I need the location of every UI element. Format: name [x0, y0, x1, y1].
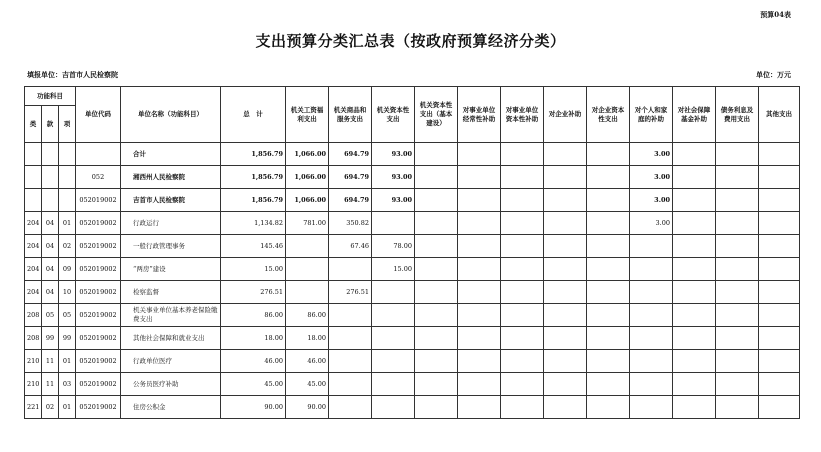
- cell-c11: [716, 304, 759, 327]
- currency-unit: 单位：万元: [756, 70, 791, 79]
- cell-c6: [501, 281, 544, 304]
- cell-c3: [372, 212, 415, 235]
- cell-c4: [415, 373, 458, 396]
- cell-total: 45.00: [221, 373, 286, 396]
- cell-c9: [630, 304, 673, 327]
- cell-c10: [673, 350, 716, 373]
- cell-c3: 93.00: [372, 143, 415, 166]
- cell-c3: [372, 396, 415, 419]
- cell-c10: [673, 235, 716, 258]
- cell-xiang: 01: [59, 396, 76, 419]
- cell-code: 052019002: [76, 258, 121, 281]
- cell-lei: 210: [25, 373, 42, 396]
- cell-c8: [587, 350, 630, 373]
- cell-kuan: 11: [42, 350, 59, 373]
- cell-c10: [673, 327, 716, 350]
- cell-c5: [458, 396, 501, 419]
- header-c8: 对企业资本性支出: [587, 87, 630, 143]
- header-c10: 对社会保障基金补助: [673, 87, 716, 143]
- cell-c11: [716, 143, 759, 166]
- cell-c1: 18.00: [286, 327, 329, 350]
- cell-c12: [759, 350, 800, 373]
- cell-c6: [501, 235, 544, 258]
- cell-c3: [372, 373, 415, 396]
- cell-c2: 350.82: [329, 212, 372, 235]
- cell-total: 1,856.79: [221, 189, 286, 212]
- cell-c1: 86.00: [286, 304, 329, 327]
- cell-c7: [544, 304, 587, 327]
- cell-c1: 46.00: [286, 350, 329, 373]
- cell-c1: 1,066.00: [286, 189, 329, 212]
- cell-c2: [329, 396, 372, 419]
- cell-c2: [329, 350, 372, 373]
- cell-c8: [587, 304, 630, 327]
- cell-c11: [716, 189, 759, 212]
- cell-c4: [415, 396, 458, 419]
- cell-code: 052019002: [76, 350, 121, 373]
- cell-c2: 694.79: [329, 143, 372, 166]
- cell-name: 合计: [121, 143, 221, 166]
- cell-c12: [759, 166, 800, 189]
- cell-code: 052019002: [76, 327, 121, 350]
- cell-code: 052019002: [76, 189, 121, 212]
- cell-code: 052019002: [76, 281, 121, 304]
- cell-c1: [286, 281, 329, 304]
- cell-c12: [759, 373, 800, 396]
- cell-name: 湘西州人民检察院: [121, 166, 221, 189]
- table-row: [25, 350, 800, 373]
- cell-total: 86.00: [221, 304, 286, 327]
- cell-c6: [501, 212, 544, 235]
- reporting-unit: 填报单位：吉首市人民检察院: [27, 70, 118, 79]
- cell-kuan: 05: [42, 304, 59, 327]
- cell-name: 住房公积金: [121, 396, 221, 419]
- cell-c5: [458, 189, 501, 212]
- table-row: [25, 373, 800, 396]
- cell-c2: [329, 304, 372, 327]
- cell-c3: [372, 304, 415, 327]
- cell-total: 1,856.79: [221, 166, 286, 189]
- cell-c12: [759, 258, 800, 281]
- cell-c6: [501, 304, 544, 327]
- cell-xiang: [59, 166, 76, 189]
- cell-c10: [673, 373, 716, 396]
- header-func-subject: 功能科目: [25, 87, 76, 106]
- cell-name: 吉首市人民检察院: [121, 189, 221, 212]
- cell-c3: [372, 327, 415, 350]
- cell-c5: [458, 212, 501, 235]
- cell-c7: [544, 373, 587, 396]
- cell-c12: [759, 189, 800, 212]
- cell-c11: [716, 235, 759, 258]
- cell-c8: [587, 189, 630, 212]
- cell-c4: [415, 143, 458, 166]
- cell-c7: [544, 235, 587, 258]
- header-c5: 对事业单位经常性补助: [458, 87, 501, 143]
- cell-c4: [415, 258, 458, 281]
- cell-c7: [544, 212, 587, 235]
- header-total: 总 计: [221, 87, 286, 143]
- cell-lei: [25, 143, 42, 166]
- cell-c2: [329, 327, 372, 350]
- cell-c11: [716, 212, 759, 235]
- cell-code: [76, 143, 121, 166]
- table-row: [25, 235, 800, 258]
- cell-total: 15.00: [221, 258, 286, 281]
- cell-c5: [458, 327, 501, 350]
- cell-name: 行政运行: [121, 212, 221, 235]
- cell-c5: [458, 143, 501, 166]
- cell-lei: 208: [25, 327, 42, 350]
- cell-c11: [716, 396, 759, 419]
- cell-c2: 694.79: [329, 166, 372, 189]
- cell-lei: [25, 189, 42, 212]
- cell-c4: [415, 189, 458, 212]
- cell-xiang: 03: [59, 373, 76, 396]
- cell-c6: [501, 189, 544, 212]
- cell-c6: [501, 327, 544, 350]
- header-c6: 对事业单位资本性补助: [501, 87, 544, 143]
- cell-total: 276.51: [221, 281, 286, 304]
- cell-name: 检察监督: [121, 281, 221, 304]
- cell-c5: [458, 350, 501, 373]
- cell-c3: 93.00: [372, 166, 415, 189]
- cell-c4: [415, 212, 458, 235]
- cell-code: 052019002: [76, 212, 121, 235]
- cell-c9: [630, 327, 673, 350]
- header-unit-name: 单位名称（功能科目）: [121, 87, 221, 143]
- cell-c12: [759, 327, 800, 350]
- cell-c8: [587, 396, 630, 419]
- cell-code: 052019002: [76, 235, 121, 258]
- header-kuan: 款: [42, 106, 59, 143]
- cell-c10: [673, 143, 716, 166]
- cell-c2: [329, 258, 372, 281]
- cell-lei: 208: [25, 304, 42, 327]
- cell-xiang: 01: [59, 212, 76, 235]
- cell-c6: [501, 143, 544, 166]
- cell-xiang: [59, 143, 76, 166]
- cell-code: 052019002: [76, 373, 121, 396]
- cell-code: 052019002: [76, 396, 121, 419]
- cell-c10: [673, 258, 716, 281]
- cell-c5: [458, 304, 501, 327]
- cell-c9: 3.00: [630, 212, 673, 235]
- cell-c12: [759, 235, 800, 258]
- cell-c12: [759, 143, 800, 166]
- cell-c10: [673, 396, 716, 419]
- cell-c2: 276.51: [329, 281, 372, 304]
- cell-c3: 15.00: [372, 258, 415, 281]
- cell-c8: [587, 327, 630, 350]
- cell-c5: [458, 258, 501, 281]
- cell-c11: [716, 258, 759, 281]
- header-c4: 机关资本性支出（基本建设）: [415, 87, 458, 143]
- cell-c3: [372, 281, 415, 304]
- header-xiang: 项: [59, 106, 76, 143]
- cell-c9: [630, 258, 673, 281]
- cell-c9: 3.00: [630, 166, 673, 189]
- header-c3: 机关资本性支出: [372, 87, 415, 143]
- header-c7: 对企业补助: [544, 87, 587, 143]
- cell-kuan: [42, 143, 59, 166]
- cell-c1: 45.00: [286, 373, 329, 396]
- cell-c8: [587, 166, 630, 189]
- cell-c1: 1,066.00: [286, 166, 329, 189]
- cell-c2: [329, 373, 372, 396]
- header-unit-code: 单位代码: [76, 87, 121, 143]
- cell-total: 18.00: [221, 327, 286, 350]
- form-number: 预算04表: [760, 10, 791, 19]
- cell-c1: [286, 258, 329, 281]
- cell-c12: [759, 281, 800, 304]
- table-row: [25, 166, 800, 189]
- table-row: [25, 143, 800, 166]
- cell-name: 其他社会保障和就业支出: [121, 327, 221, 350]
- cell-c9: [630, 235, 673, 258]
- cell-c9: 3.00: [630, 189, 673, 212]
- page-title: 支出预算分类汇总表（按政府预算经济分类）: [255, 32, 566, 50]
- header-c11: 债务利息及费用支出: [716, 87, 759, 143]
- cell-c1: 781.00: [286, 212, 329, 235]
- cell-c7: [544, 350, 587, 373]
- cell-total: 145.46: [221, 235, 286, 258]
- cell-c7: [544, 281, 587, 304]
- cell-c8: [587, 212, 630, 235]
- cell-name: 一般行政管理事务: [121, 235, 221, 258]
- cell-c12: [759, 212, 800, 235]
- cell-c9: [630, 373, 673, 396]
- cell-c7: [544, 327, 587, 350]
- header-c2: 机关商品和服务支出: [329, 87, 372, 143]
- table-row: [25, 281, 800, 304]
- cell-c4: [415, 281, 458, 304]
- cell-c9: [630, 281, 673, 304]
- table-row: [25, 189, 800, 212]
- cell-c3: 93.00: [372, 189, 415, 212]
- cell-lei: 210: [25, 350, 42, 373]
- cell-c7: [544, 396, 587, 419]
- table-row: [25, 396, 800, 419]
- cell-name: 公务员医疗补助: [121, 373, 221, 396]
- table-row: [25, 327, 800, 350]
- header-c1: 机关工资福利支出: [286, 87, 329, 143]
- cell-total: 90.00: [221, 396, 286, 419]
- cell-kuan: 04: [42, 281, 59, 304]
- cell-c6: [501, 350, 544, 373]
- cell-xiang: 05: [59, 304, 76, 327]
- cell-c11: [716, 166, 759, 189]
- cell-kuan: [42, 166, 59, 189]
- cell-c3: [372, 350, 415, 373]
- cell-c10: [673, 304, 716, 327]
- cell-lei: 221: [25, 396, 42, 419]
- cell-kuan: 02: [42, 396, 59, 419]
- cell-kuan: 04: [42, 258, 59, 281]
- cell-c6: [501, 396, 544, 419]
- cell-code: 052: [76, 166, 121, 189]
- cell-c1: 90.00: [286, 396, 329, 419]
- cell-c1: [286, 235, 329, 258]
- cell-c9: [630, 350, 673, 373]
- cell-c5: [458, 166, 501, 189]
- cell-c4: [415, 235, 458, 258]
- cell-c9: 3.00: [630, 143, 673, 166]
- cell-c11: [716, 327, 759, 350]
- table-row: [25, 258, 800, 281]
- cell-c12: [759, 304, 800, 327]
- cell-kuan: 11: [42, 373, 59, 396]
- cell-lei: [25, 166, 42, 189]
- cell-lei: 204: [25, 281, 42, 304]
- cell-kuan: 04: [42, 212, 59, 235]
- cell-xiang: 02: [59, 235, 76, 258]
- cell-xiang: 09: [59, 258, 76, 281]
- cell-name: 机关事业单位基本养老保险缴费支出: [121, 304, 221, 327]
- header-lei: 类: [25, 106, 42, 143]
- cell-c4: [415, 166, 458, 189]
- cell-c10: [673, 166, 716, 189]
- cell-c4: [415, 327, 458, 350]
- table-row: [25, 212, 800, 235]
- cell-c6: [501, 373, 544, 396]
- cell-name: 行政单位医疗: [121, 350, 221, 373]
- cell-xiang: [59, 189, 76, 212]
- cell-c7: [544, 189, 587, 212]
- cell-total: 1,856.79: [221, 143, 286, 166]
- cell-c12: [759, 396, 800, 419]
- cell-c4: [415, 350, 458, 373]
- cell-c1: 1,066.00: [286, 143, 329, 166]
- header-c12: 其他支出: [759, 87, 800, 143]
- cell-kuan: 99: [42, 327, 59, 350]
- cell-c8: [587, 281, 630, 304]
- cell-xiang: 99: [59, 327, 76, 350]
- cell-c5: [458, 281, 501, 304]
- cell-c9: [630, 396, 673, 419]
- cell-c10: [673, 189, 716, 212]
- cell-c6: [501, 258, 544, 281]
- cell-lei: 204: [25, 258, 42, 281]
- cell-c5: [458, 373, 501, 396]
- cell-c3: 78.00: [372, 235, 415, 258]
- cell-c8: [587, 143, 630, 166]
- cell-xiang: 10: [59, 281, 76, 304]
- cell-c8: [587, 235, 630, 258]
- cell-c8: [587, 258, 630, 281]
- cell-c11: [716, 281, 759, 304]
- cell-c5: [458, 235, 501, 258]
- budget-table: [24, 86, 800, 419]
- cell-lei: 204: [25, 235, 42, 258]
- cell-c2: 67.46: [329, 235, 372, 258]
- header-c9: 对个人和家庭的补助: [630, 87, 673, 143]
- cell-code: 052019002: [76, 304, 121, 327]
- cell-total: 1,134.82: [221, 212, 286, 235]
- cell-c8: [587, 373, 630, 396]
- cell-c10: [673, 281, 716, 304]
- cell-total: 46.00: [221, 350, 286, 373]
- cell-kuan: [42, 189, 59, 212]
- cell-c7: [544, 143, 587, 166]
- cell-name: “两房”建设: [121, 258, 221, 281]
- cell-c10: [673, 212, 716, 235]
- cell-c11: [716, 350, 759, 373]
- cell-c11: [716, 373, 759, 396]
- table-row: [25, 304, 800, 327]
- cell-lei: 204: [25, 212, 42, 235]
- cell-c7: [544, 258, 587, 281]
- cell-c7: [544, 166, 587, 189]
- cell-c4: [415, 304, 458, 327]
- cell-c2: 694.79: [329, 189, 372, 212]
- cell-kuan: 04: [42, 235, 59, 258]
- cell-xiang: 01: [59, 350, 76, 373]
- cell-c6: [501, 166, 544, 189]
